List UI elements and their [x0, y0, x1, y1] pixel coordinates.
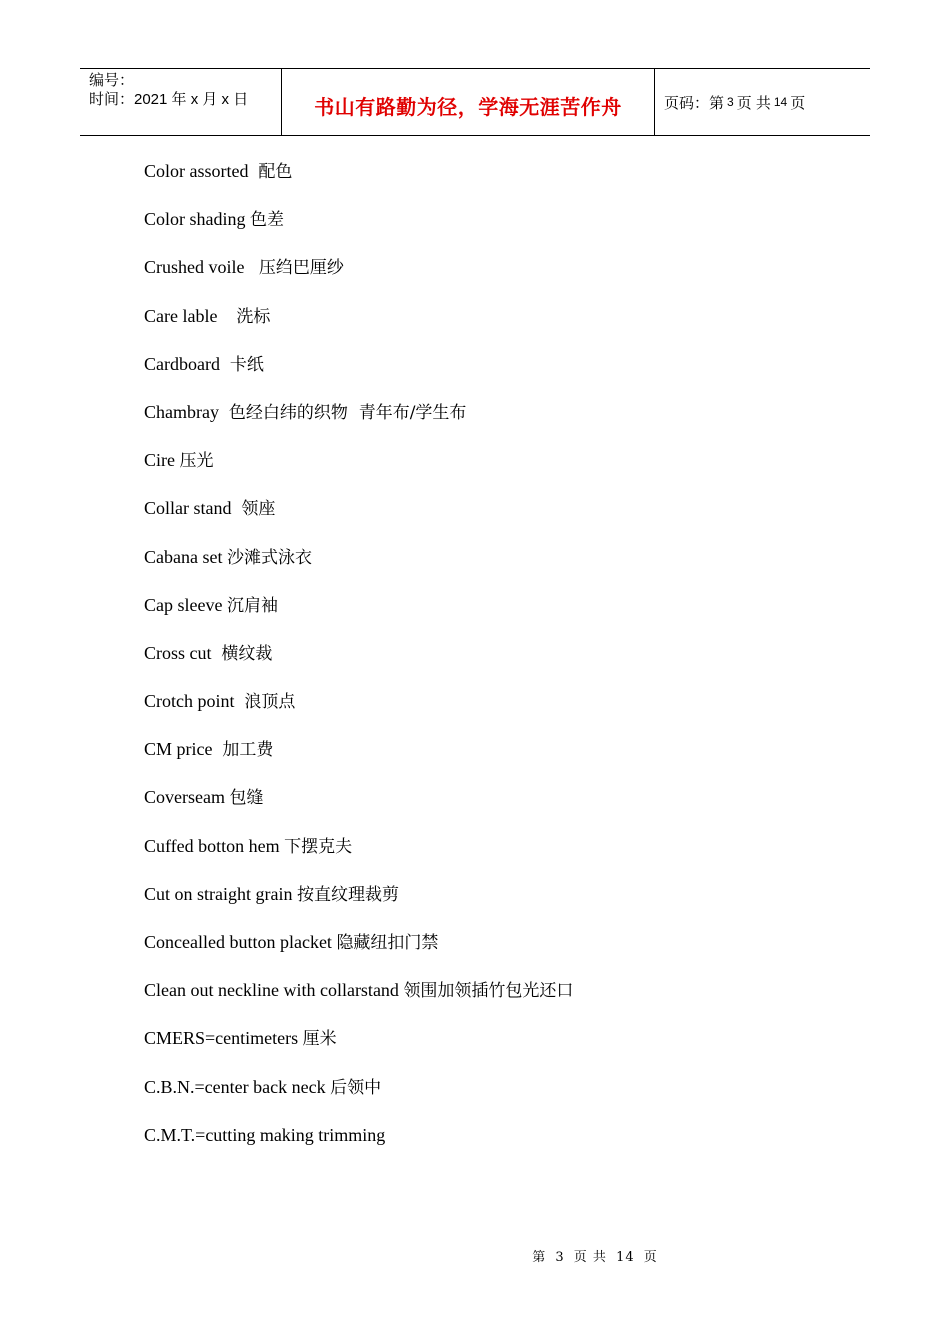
term-chinese: 沉肩袖	[226, 595, 278, 616]
glossary-entry	[144, 398, 864, 446]
term-english: CMERS=centimeters	[144, 1028, 303, 1049]
term-chinese: 浪顶点	[239, 692, 296, 713]
glossary-entry	[144, 446, 864, 494]
glossary-entry	[144, 1073, 864, 1121]
glossary-list	[144, 157, 864, 1169]
term-english: Chambray	[144, 401, 224, 422]
term-chinese: 色经白纬的织物 青年布/学生布	[223, 402, 467, 423]
glossary-entry	[144, 639, 864, 687]
term-chinese: 洗标	[230, 306, 271, 327]
page-suffix: 页	[790, 94, 806, 112]
glossary-entry	[144, 976, 864, 1024]
glossary-entry	[144, 543, 864, 591]
term-english: Cap sleeve	[144, 594, 227, 615]
term-chinese: 压光	[179, 451, 214, 472]
term-english: Concealled button placket	[144, 932, 337, 952]
glossary-entry	[144, 253, 864, 301]
term-english: Cross cut	[144, 642, 216, 663]
page-prefix: 页码：第	[664, 94, 725, 112]
term-chinese: 沙滩式泳衣	[226, 547, 312, 568]
term-english: Cire	[144, 450, 180, 471]
term-english: Color assorted	[144, 161, 253, 181]
glossary-entry	[144, 687, 864, 735]
glossary-entry	[144, 1121, 864, 1169]
term-english: Cut on straight grain	[144, 883, 297, 904]
term-chinese: 领围加领插竹包光还口	[403, 981, 574, 1002]
glossary-entry	[144, 735, 864, 783]
glossary-entry	[144, 928, 864, 976]
term-english: Color shading	[144, 209, 250, 230]
term-english: Care lable	[144, 305, 231, 326]
glossary-entry	[144, 157, 864, 205]
term-chinese: 厘米	[302, 1029, 337, 1050]
serial-label: 编号：	[89, 72, 135, 89]
term-chinese: 卡纸	[224, 354, 264, 375]
term-chinese: 后领中	[330, 1077, 382, 1098]
footer-total: 14	[616, 1250, 635, 1265]
glossary-entry	[144, 591, 864, 639]
term-chinese: 色差	[250, 210, 284, 231]
term-english: C.B.N.=center back neck	[144, 1076, 331, 1097]
motto: 书山有路勤为径，学海无涯苦作舟	[314, 94, 622, 119]
time-label: 时间：2021 年 x 月 x 日	[89, 91, 249, 108]
term-chinese: 加工费	[216, 740, 274, 761]
term-chinese: 横纹裁	[216, 643, 273, 664]
page-footer	[0, 1246, 950, 1265]
footer-suffix: 页	[643, 1250, 658, 1265]
term-english: Cardboard	[144, 353, 225, 374]
glossary-entry	[144, 783, 864, 831]
header-meta	[80, 69, 282, 135]
header-motto-cell	[282, 69, 655, 135]
term-chinese: 包缝	[229, 788, 264, 809]
term-chinese: 压绉巴厘纱	[253, 258, 344, 279]
term-chinese: 配色	[252, 162, 293, 182]
footer-prefix: 第	[532, 1250, 547, 1265]
glossary-entry	[144, 494, 864, 542]
term-chinese: 按直纹理裁剪	[296, 884, 399, 905]
glossary-entry	[144, 1024, 864, 1072]
term-chinese: 领座	[236, 499, 276, 520]
glossary-entry	[144, 302, 864, 350]
page-mid: 页 共	[736, 94, 771, 112]
term-english: Crotch point	[144, 691, 239, 712]
glossary-entry	[144, 832, 864, 880]
term-english: Clean out neckline with collarstand	[144, 980, 404, 1001]
page-total: 14	[773, 95, 788, 109]
header-page-number	[655, 69, 870, 135]
glossary-entry	[144, 205, 864, 253]
term-english: CM price	[144, 739, 217, 760]
page-header	[80, 68, 870, 136]
term-english: Cuffed botton hem	[144, 835, 285, 856]
footer-current: 3	[555, 1250, 565, 1265]
glossary-entry	[144, 350, 864, 398]
term-english: Cabana set	[144, 546, 227, 567]
term-english: Crushed voile	[144, 257, 254, 278]
term-chinese: 下摆克夫	[284, 836, 353, 857]
page-current: 3	[727, 95, 734, 109]
footer-mid: 页 共	[573, 1250, 607, 1265]
term-english: Collar stand	[144, 498, 236, 519]
term-english: Coverseam	[144, 787, 230, 808]
term-chinese: 隐藏纽扣门禁	[336, 933, 439, 953]
glossary-entry	[144, 880, 864, 928]
term-english: C.M.T.=cutting making trimming	[144, 1124, 386, 1145]
